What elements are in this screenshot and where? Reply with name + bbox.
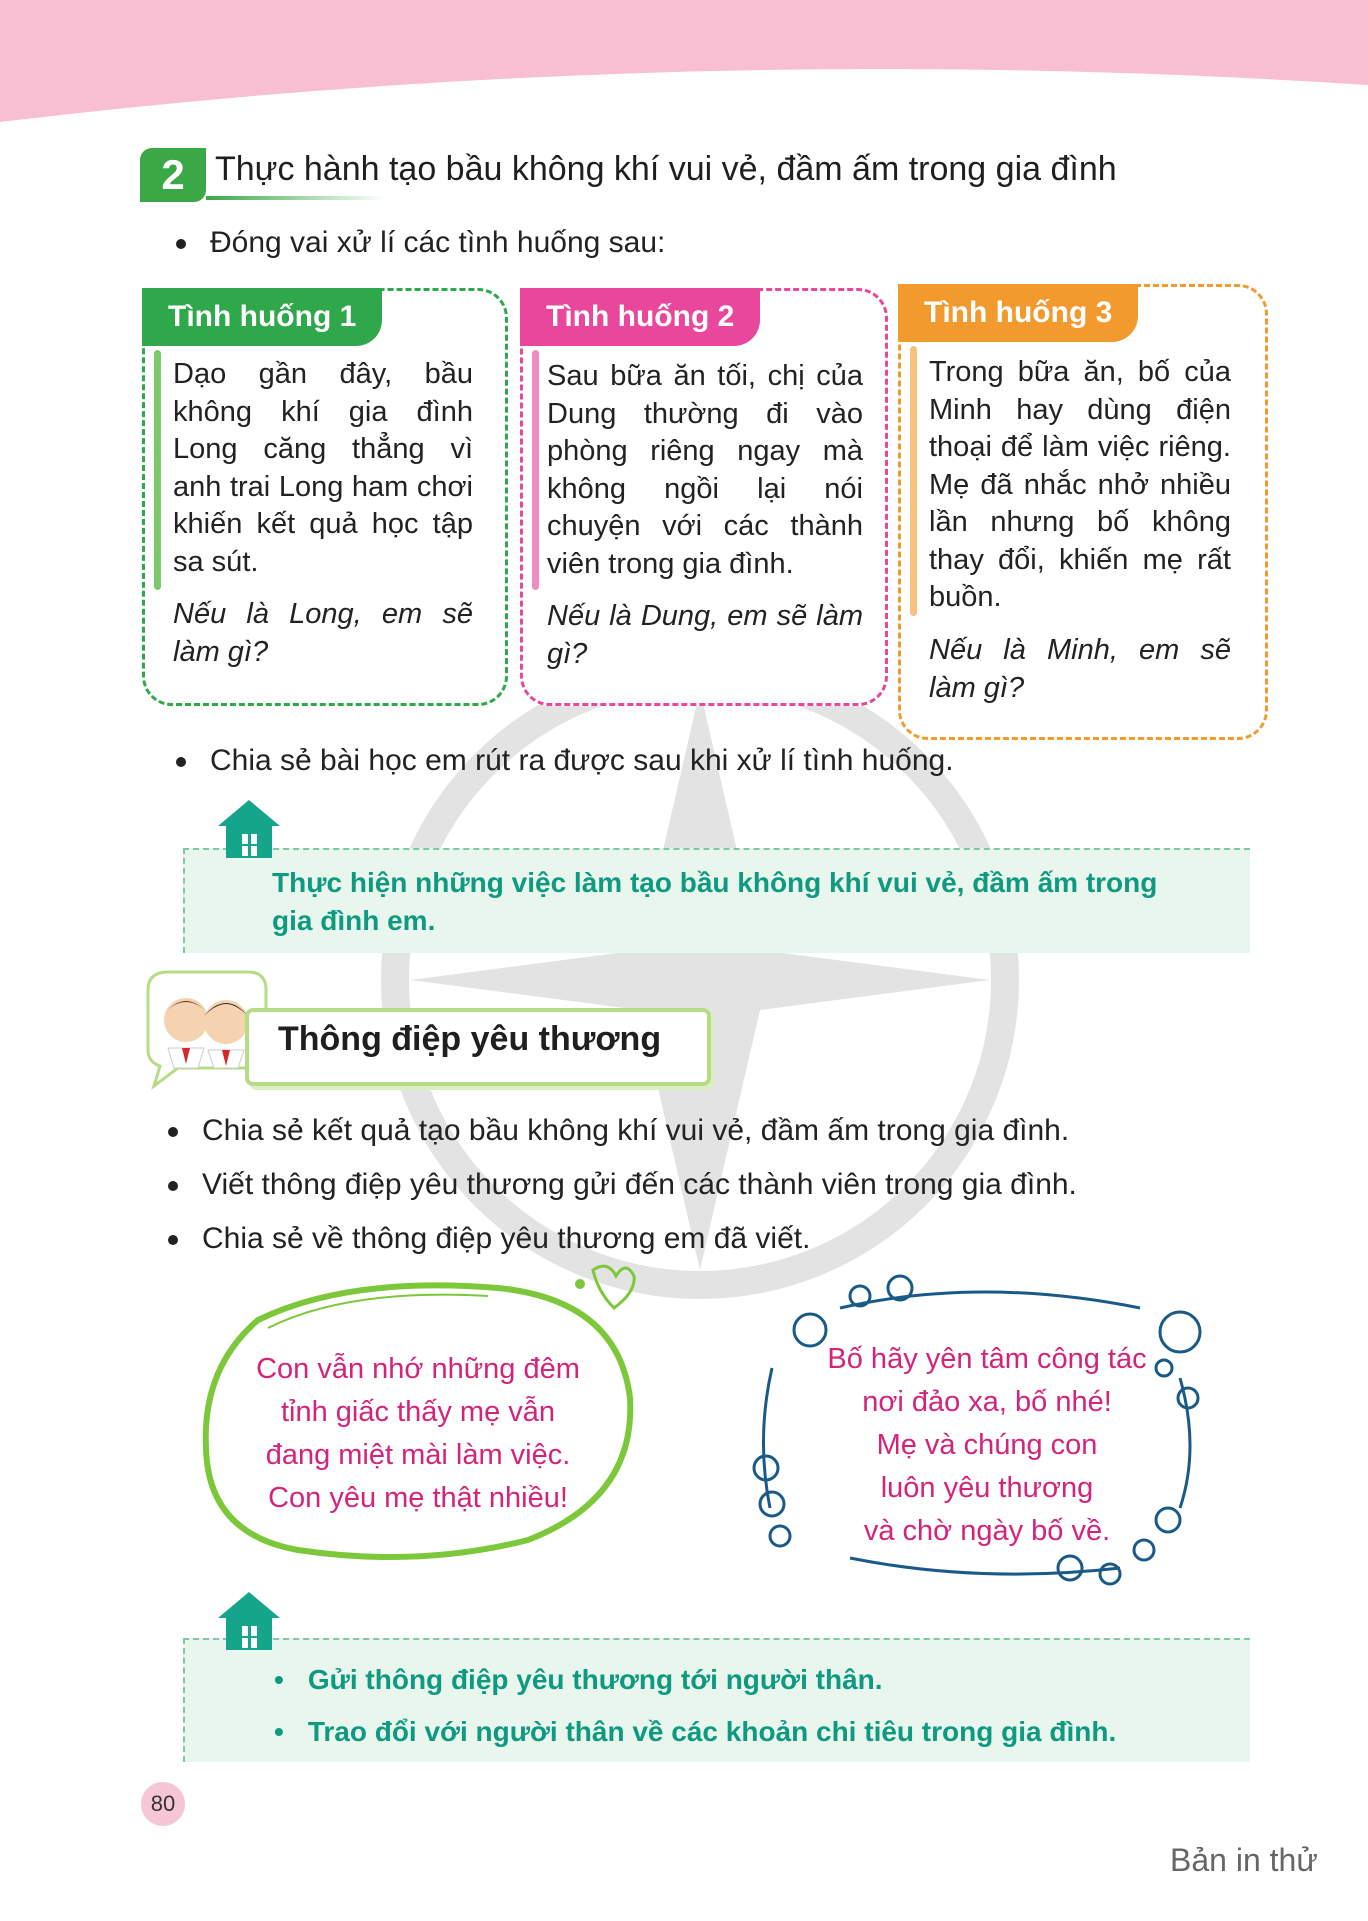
- message-section-title: Thông điệp yêu thương: [278, 1020, 662, 1058]
- message-left-line3: đang miệt mài làm việc.: [265, 1439, 571, 1471]
- message-right-line3: Mẹ và chúng con: [876, 1429, 1098, 1461]
- page-number: 80: [141, 1782, 185, 1826]
- bullet-dot: [168, 1127, 178, 1137]
- section-number-badge: 2: [140, 148, 206, 202]
- home-task-2-list: [274, 1654, 1234, 1758]
- message-right-line5: và chờ ngày bố về.: [863, 1515, 1111, 1547]
- situation-2-text: Sau bữa ăn tối, chị của Dung thường đi vào phòng riêng ngay mà không ngồi lại nói chuyện với các thành viên trong gia đình.: [547, 360, 863, 580]
- home-task-1-line2: gia đình em.: [272, 905, 436, 936]
- message-bullet-2: [168, 1168, 1077, 1202]
- situation-1-question: Nếu là Long, em sẽ làm gì?: [173, 598, 473, 668]
- message-right-text: [792, 1338, 1182, 1553]
- situation-1-side-bar: [154, 350, 161, 590]
- home-task-1-line1: Thực hiện những việc làm tạo bầu không khí vui vẻ, đầm ấm trong: [272, 867, 1158, 898]
- bullet-roleplay: [176, 226, 665, 260]
- house-icon: [214, 1588, 284, 1652]
- situation-3-text: Trong bữa ăn, bố của Minh hay dùng điện thoại để làm việc riêng. Mẹ đã nhắc nhở nhiều lần nhưng bố không thay đổi, khiến mẹ rất buồn.: [929, 356, 1231, 613]
- section-title: Thực hành tạo bầu không khí vui vẻ, đầm ấm trong gia đình: [215, 150, 1117, 188]
- message-bullet-3-text: Chia sẻ về thông điệp yêu thương em đã viết.: [202, 1222, 811, 1255]
- print-proof-label: Bản in thử: [1170, 1842, 1318, 1878]
- section-underline: [206, 196, 386, 200]
- home-task-2-item-1-text: Gửi thông điệp yêu thương tới người thân.: [307, 1664, 883, 1695]
- home-task-2-item-1: • Gửi thông điệp yêu thương tới người thân.: [274, 1664, 883, 1695]
- message-right-line4: luôn yêu thương: [880, 1472, 1094, 1504]
- message-left-line1: Con vẫn nhớ những đêm: [256, 1353, 580, 1385]
- situation-3-side-bar: [910, 346, 917, 616]
- message-left-line2: tỉnh giấc thấy mẹ vẫn: [280, 1396, 556, 1428]
- bullet-share-lesson: [176, 744, 954, 778]
- bullet-dot: [168, 1181, 178, 1191]
- message-right-line2: nơi đảo xa, bố nhé!: [862, 1386, 1112, 1418]
- bullet-roleplay-text: Đóng vai xử lí các tình huống sau:: [210, 226, 666, 259]
- bullet-dot: [168, 1235, 178, 1245]
- situation-2-title: Tình huống 2: [520, 288, 760, 346]
- situation-2-side-bar: [532, 350, 539, 590]
- message-left-line4: Con yêu mẹ thật nhiều!: [268, 1482, 568, 1514]
- bullet-dot: [176, 757, 186, 767]
- message-bullet-3: [168, 1222, 810, 1256]
- situation-3-title: Tình huống 3: [898, 284, 1138, 342]
- bullet-share-lesson-text: Chia sẻ bài học em rút ra được sau khi xử lí tình huống.: [210, 744, 954, 777]
- message-bullet-1-text: Chia sẻ kết quả tạo bầu không khí vui vẻ, đầm ấm trong gia đình.: [202, 1114, 1070, 1147]
- house-icon: [214, 796, 284, 860]
- situation-2-question: Nếu là Dung, em sẽ làm gì?: [547, 600, 863, 670]
- message-bullet-1: [168, 1114, 1069, 1148]
- home-task-2-item-2: • Trao đổi với người thân về các khoản chi tiêu trong gia đình.: [274, 1716, 1117, 1747]
- message-left-text: [228, 1348, 608, 1520]
- home-task-2-item-2-text: Trao đổi với người thân về các khoản chi tiêu trong gia đình.: [307, 1716, 1117, 1747]
- home-task-1-text: [272, 864, 1232, 940]
- top-pink-band: [0, 0, 1368, 125]
- situation-1-text: Dạo gần đây, bầu không khí gia đình Long căng thẳng vì anh trai Long ham chơi khiến kết quả học tập sa sút.: [173, 358, 473, 578]
- bullet-dot: [176, 239, 186, 249]
- message-right-line1: Bố hãy yên tâm công tác: [827, 1343, 1147, 1375]
- message-bullet-2-text: Viết thông điệp yêu thương gửi đến các thành viên trong gia đình.: [202, 1168, 1077, 1201]
- situation-1-title: Tình huống 1: [142, 288, 382, 346]
- situation-3-question: Nếu là Minh, em sẽ làm gì?: [929, 634, 1231, 704]
